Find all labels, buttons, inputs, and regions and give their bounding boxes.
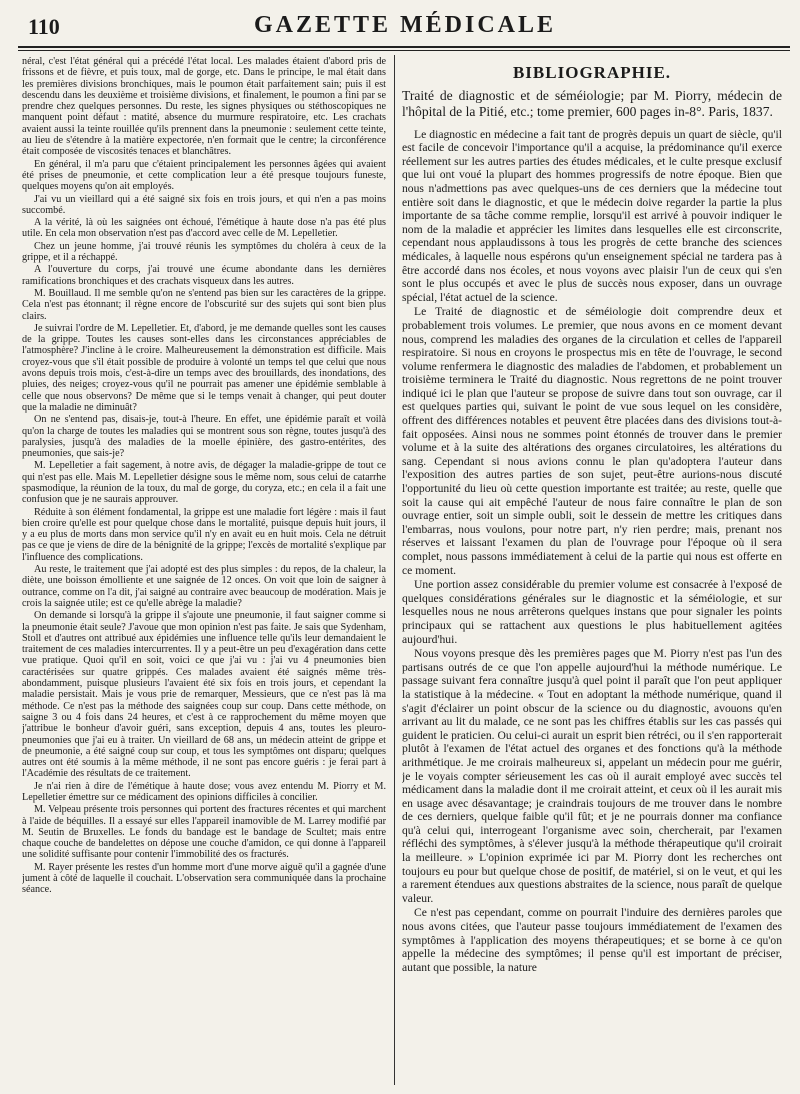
paragraph: Au reste, le traitement que j'ai adopté est des plus simples : du repos, de la chaleur, la diète, une boisson émolliente et une saignée de 12 onces. On voit que loin de saigner à outrance, comme on l'a dit, j'ai saigné au contraire avec beaucoup de modération. Mais je crois la saignée utile; est ce qu'elle abrège la maladie? xyxy=(22,564,386,609)
book-reference: Traité de diagnostic et de séméiologie; par M. Piorry, médecin de l'hôpital de la Pitié, etc.; tome premier, 600 pages in-8°. Paris, 1837. xyxy=(402,87,782,119)
section-title: BIBLIOGRAPHIE. xyxy=(512,63,672,82)
paragraph: Je suivrai l'ordre de M. Lepelletier. Et, d'abord, je me demande quelles sont les causes de la grippe. Toutes les causes sont-elles dans les circonstances appréciables de l'atmosphère? J'incline à le croire. Malheureusement la démonstration est difficile. Mais croyez-vous que s'il était possible de produire à volonté un temps tel que celui que nous avons depuis trois mois, c'est-à-dire un temps avec des brouillards, des inondations, des pluies, des neiges; croyez-vous qu'il ne pourrait pas amener une épidémie semblable à celle que nous observons? De même que si le temps venait à changer, qui peut douter que la maladie ne diminuât? xyxy=(22,322,386,413)
paragraph: Le diagnostic en médecine a fait tant de progrès depuis un quart de siècle, qu'il est facile de concevoir l'importance qu'il a acquise, la prédominance qu'il exerce réellement sur les autres parties des études médicales, et le culte presque exclusif que lui ont voué la plupart des hommes progressifs de notre époque. Bien que nous n'admettions pas avec quelques-uns de ces derniers que la médecine tout entière soit dans le diagnostic, et que le médecin doive regarder la partie la plus importante de sa tâche comme remplie, lorsqu'il est arrivé à pouvoir indiquer le nom de la maladie et apprécier les limites dans lesquelles elle est circonscrite, cependant nous applaudissons à tous les progrès de cette branche des sciences médicales, à laquelle nous espérons qu'un enseignement spécial ne tardera pas à être accordé dans nos écoles, et nous voyons avec plaisir l'un de ceux qui s'en sont le plus occupés et avec le plus de succès nous exposer, dans un ouvrage spécial, l'état actuel de la science. xyxy=(402,127,782,304)
column-divider xyxy=(394,55,395,1085)
page-number: 110 xyxy=(28,14,60,39)
paragraph: néral, c'est l'état général qui a précédé l'état local. Les malades étaient d'abord pris de frissons et de fièvre, et puis toux, mal de gorge, etc. Dans le principe, le mal était dans les premières divisions bronchiques, mais le poumon était parfaitement sain; puis il est descendu dans les deuxième et troisième divisions, et finalement, le poumon a fini par se prendre chez quelques personnes. Du reste, les signes physiques ou stéthoscopiques ne manquent point défaut : matité, absence du murmure respiratoire, etc. Les crachats avaient aussi la teinte rouillée qu'ils prennent dans la pneumonie : seulement cette teinte, au lieu de s'étendre à la matière expectorée, n'en formait que le centre; la circonférence était composée de viscosités tenaces et blanchâtres. xyxy=(22,56,386,158)
paragraph: On ne s'entend pas, disais-je, tout-à l'heure. En effet, une épidémie paraît et voilà qu'on la charge de toutes les maladies qui se montrent sous son règne, toutes jusqu'à des paralysies, jusqu'à des maladies de la moelle épinière, des gastro-entérites, des pneumonies, que sais-je? xyxy=(22,414,386,460)
paragraph: En général, il m'a paru que c'étaient principalement les personnes âgées qui avaient été prises de pneumonie, et cette complication leur a été presque toujours funeste, quelques moyens qu'on ait employés. xyxy=(22,158,386,193)
paragraph: On demande si lorsqu'à la grippe il s'ajoute une pneumonie, il faut saigner comme si la pneumonie était seule? J'avoue que mon opinion n'est pas faite. Je sais que Sydenham, Stoll et d'autres ont attribué aux épidémies une influence telle qu'ils leur demandaient le traitement de ces maladies intercurrentes. Il y a peut-être un peu d'exagération dans cette vue pratique. Quoi qu'il en soit, voici ce que j'ai vu : j'ai vu 4 pneumonies bien caractérisées sur quatre grippés. Ces malades avaient été saignés même très-abondamment, puisque plusieurs l'avaient été six fois en trois jours, et cependant la maladie persistait. Mais je vous prie de remarquer, Messieurs, que ce n'est pas là ma méthode. Ce n'est pas la méthode des saignées coup sur coup. Dans cette méthode, on saigne 3 ou 4 fois dans 24 heures, et c'est à ce rapprochement du même moyen que j'attribue le bonheur d'avoir guéri, sans exception, depuis 4 ans, toutes les pleuro-pneumonies que j'ai eu à traiter. Un vieillard de 68 ans, un médecin atteint de grippe et de pneumonie, a été saigné coup sur coup, et tous les symptômes ont disparu; quelques autres ont été soumis à la même méthode, il ne sont pas encore guéris : je ferai part à l'Académie des résultats de ce traitement. xyxy=(22,610,386,780)
paragraph: J'ai vu un vieillard qui a été saigné six fois en trois jours, et qui n'en a pas moins succombé. xyxy=(22,193,386,216)
paragraph: Nous voyons presque dès les premières pages que M. Piorry n'est pas l'un des partisans outrés de ce que l'on appelle aujourd'hui la méthode numérique. Le passage suivant fera connaître jusqu'à quel point il paraît que l'on peut appliquer la statistique à la médecine. « Tout en adoptant la méthode numérique, quand il s'agit d'éclairer un point obscur de la science ou du diagnostic, avouons qu'en arrivant au lit du malade, ce ne sont pas les chiffres établis sur les cas passés qui guident le praticien. Ou celui-ci aurait un esprit bien rétréci, ou il s'en rapporterait plutôt à l'examen de l'état actuel des organes et des fonctions qu'à la méthode arithmétique. Je me croirais malheureux si, appelant un médecin pour me guérir, je le voyais compter sérieusement les cas où il aurait employé avec succès tel médicament dans la maladie dont il me croirait atteint, et ceux où il les aurait mis en usage avec désavantage; je craindrais toujours de me trouver dans le nombre de ces derniers, quelque faible qu'il fût; et je ne pourrais donner ma confiance qu'à celui qui, interrogeant l'organisme avec soin, chercherait, par l'examen réfléchi des symptômes, à s'élever jusqu'à la méthode thérapeutique qu'il croirait la meilleure. » L'opinion exprimée ici par M. Piorry dont les recherches ont toujours eu pour but quelque chose de positif, de matériel, si on le veut, et qui les a rarement étendues aux questions abstraites de la science, nous paraît de quelque valeur. xyxy=(402,647,782,905)
paragraph: Ce n'est pas cependant, comme on pourrait l'induire des dernières paroles que nous avons citées, que l'auteur passe toujours immédiatement de l'examen des symptômes à l'application des moyens thérapeutiques; et se borne à ce qu'on appelle la médecine des symptômes; il pense qu'il est important de préciser, autant que possible, la nature xyxy=(402,906,782,974)
paragraph: Je n'ai rien à dire de l'émétique à haute dose; vous avez entendu M. Piorry et M. Lepelletier émettre sur ce médicament des opinions difficiles à concilier. xyxy=(22,780,386,803)
header-rule-thin xyxy=(18,50,790,51)
paragraph: M. Bouillaud. Il me semble qu'on ne s'entend pas bien sur les caractères de la grippe. Cela n'est pas étonnant; il règne encore de l'obscurité sur des sujets qui sont bien plus clairs. xyxy=(22,287,386,322)
page-header xyxy=(20,10,790,44)
header-rule xyxy=(18,46,790,48)
paragraph: A l'ouverture du corps, j'ai trouvé une écume abondante dans les dernières ramifications bronchiques et des crachats visqueux dans les autres. xyxy=(22,264,386,287)
paragraph: A la vérité, là où les saignées ont échoué, l'émétique à haute dose n'a pas été plus utile. En cela mon observation n'est pas d'accord avec celle de M. Lepelletier. xyxy=(22,217,386,240)
paragraph: M. Rayer présente les restes d'un homme mort d'une morve aiguë qu'il a gagnée d'une jument à côté de laquelle il couchait. L'observation sera communiquée dans la prochaine séance. xyxy=(22,861,386,896)
paragraph: M. Lepelletier a fait sagement, à notre avis, de dégager la maladie-grippe de tout ce qui n'est pas elle. Mais M. Lepelletier désigne sous le même nom, sous celui de catarrhe spasmodique, la réunion de la toux, du mal de gorge, du coryza, etc.; en cela il a fait une confusion que je ne saurais approuver. xyxy=(22,460,386,506)
paragraph: Une portion assez considérable du premier volume est consacrée à l'exposé de quelques considérations générales sur le diagnostic et la séméiologie, et sur lesquelles nous ne nous arrêterons quelques instans que pour signaler les points principaux qui se rattachent aux questions le plus habituellement agitées aujourd'hui. xyxy=(402,578,782,646)
right-column xyxy=(402,56,782,1086)
left-column xyxy=(22,56,386,1086)
paragraph: Chez un jeune homme, j'ai trouvé réunis les symptômes du choléra à ceux de la grippe, et il a réchappé. xyxy=(22,240,386,264)
paragraph: M. Velpeau présente trois personnes qui portent des fractures récentes et qui marchent à l'aide de béquilles. Il a essayé sur elles l'appareil inamovible de M. Larrey modifié par M. Seutin de Bruxelles. Le fonds du bandage est le bandage de Scultet; mais entre chaque couche de bandelettes on dépose une couche d'amidon, ce qui donne à l'appareil une solidité suffisante pour contenir l'immobilité des os fracturés. xyxy=(22,804,386,861)
journal-title: GAZETTE MÉDICALE xyxy=(253,12,557,38)
paragraph: Le Traité de diagnostic et de séméiologie doit comprendre deux et probablement trois volumes. Le premier, que nous avons en ce moment devant nous, comprend les maladies des organes de la circulation et celles de l'appareil respiratoire. Si nous en croyons le prospectus mis en tête de l'ouvrage, le second volume renfermera le diagnostic des maladies de l'abdomen, et probablement un troisième terminera le Traité du diagnostic. Nous regrettons de ne point trouver indiqué ici le plan que l'auteur se propose de suivre dans tout son ouvrage, car il est quelques parties qui, suivant le point de vue sous lequel on les considère, offrent des différences notables et peuvent être placées dans des divisions tout-à-fait opposées. Ainsi nous ne sommes point étonnés de trouver dans le premier volume et à la suite des altérations des organes circulatoires, les altérations du sang. Cependant si nous avions connu le plan qu'adoptera l'auteur dans l'exposition des autres parties de son sujet, peut-être aurions-nous discuté l'opportunité du lieu où cette question importante est traitée; au reste, quelle que soit la cause qui ait empêché l'auteur de nous faire connaître le plan de son ouvrage entier, soit un simple oubli, soit le dessein de mettre les critiques dans l'embarras, nous voulons, pour notre part, n'y rien perdre; mais, prenant nos réserves et laissant l'examen du plan de l'ouvrage pour l'époque où il sera complet, nous passons immédiatement à celui de la partie qui nous est offerte en ce moment. xyxy=(402,305,782,577)
paragraph: Réduite à son élément fondamental, la grippe est une maladie fort légère : mais il faut bien croire qu'elle est pour quelque chose dans le mortalité, puisque depuis huit jours, il y a eu plus de morts dans mon service qu'il n'y en avait eu en huit mois. Cela ne détruit pas ce que je viens de dire de la bénignité de la grippe; l'excès de mortalité s'explique par l'influence des complications. xyxy=(22,506,386,563)
